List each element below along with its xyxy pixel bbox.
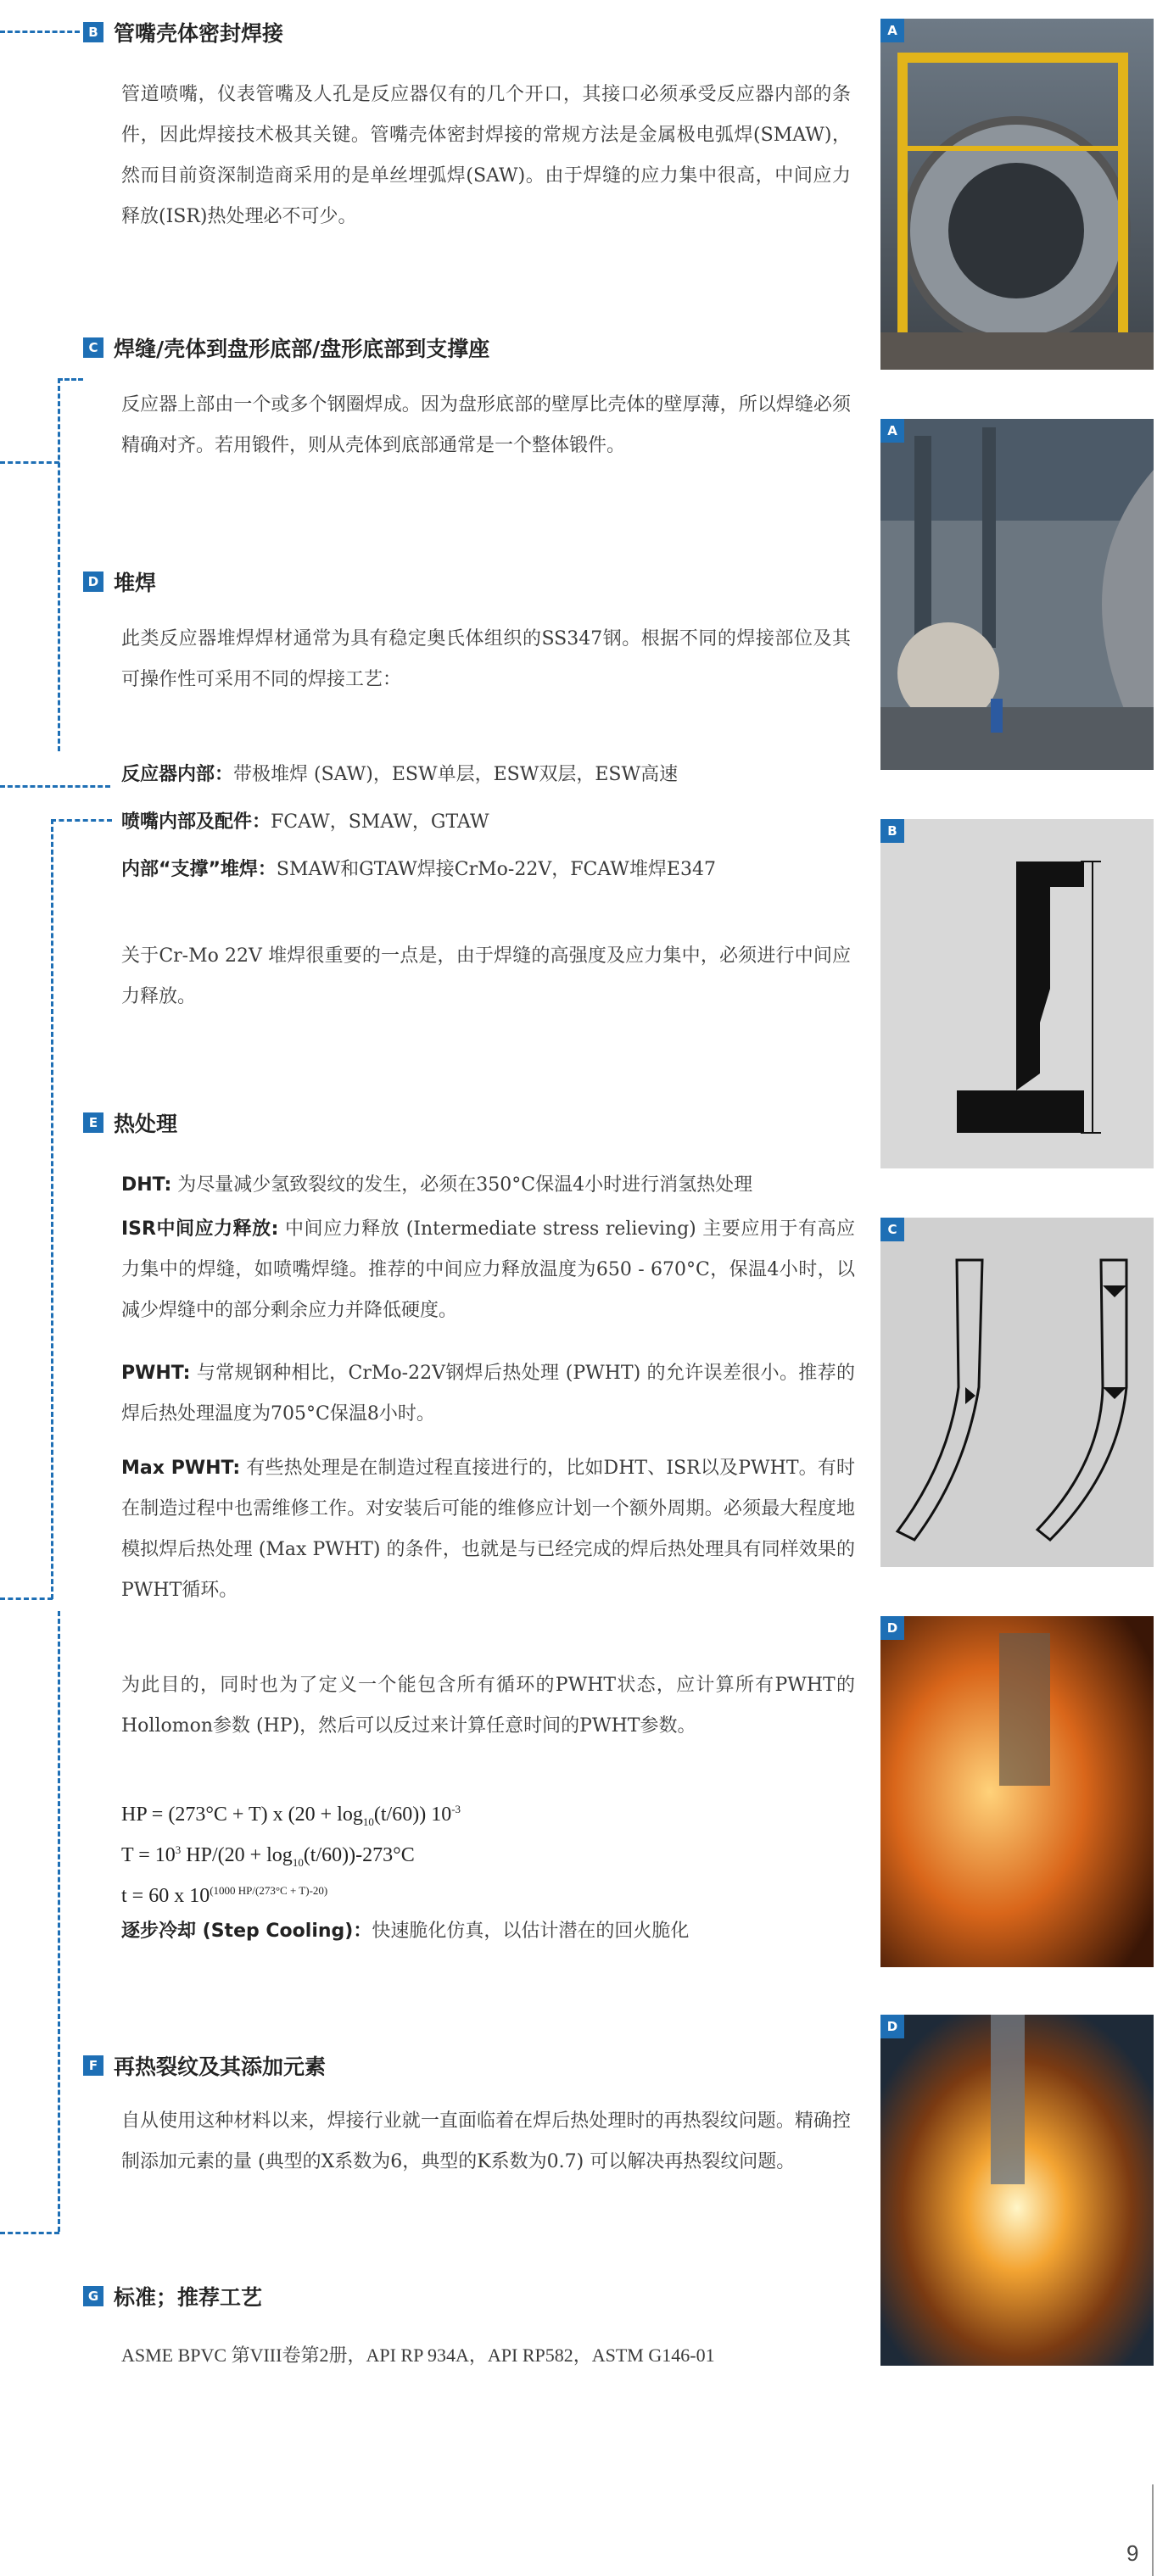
- connector-d-out: [0, 785, 110, 788]
- section-g-header: [83, 2281, 262, 2311]
- connector-c-out: [0, 461, 59, 464]
- section-g-badge: G: [83, 2286, 103, 2306]
- dht-text: 为尽量减少氢致裂纹的发生，必须在350°C保温4小时进行消氢热处理: [177, 1174, 753, 1196]
- page-number: 9: [1126, 2540, 1139, 2566]
- photo-tag: D: [880, 1616, 904, 1640]
- dht-label: DHT:: [121, 1174, 172, 1196]
- section-d-badge: D: [83, 572, 103, 592]
- gantry-welding-photo: [880, 19, 1154, 370]
- section-d-body: 此类反应器堆焊焊材通常为具有稳定奥氏体组织的SS347钢。根据不同的焊接部位及其可操作性可采用不同的焊接工艺：: [121, 628, 851, 690]
- connector-e-v: [51, 819, 53, 1599]
- photo-tag: B: [880, 819, 904, 843]
- reactor-shell-photo: [880, 419, 1154, 770]
- section-e-header: [83, 1107, 177, 1138]
- section-f-body: 自从使用这种材料以来，焊接行业就一直面临着在焊后热处理时的再热裂纹问题。精确控制添加元素的量 (典型的X系数为6，典型的K系数为0.7) 可以解决再热裂纹问题。: [121, 2110, 851, 2172]
- section-d-title: 堆焊: [114, 571, 157, 595]
- connector-f-out: [0, 2232, 59, 2234]
- cladding-item-label: 内部“支撑”堆焊：: [121, 859, 277, 880]
- section-e-badge: E: [83, 1112, 103, 1133]
- dht-paragraph: [121, 1165, 855, 1206]
- formula-t: $T = 10^3$ $HP/(20 + \log_{10}(t/60))-273^\circ C$: [121, 1843, 415, 1869]
- section-b-body: 管道喷嘴，仪表管嘴及人孔是反应器仅有的几个开口，其接口必须承受反应器内部的条件，因此焊接技术极其关键。管嘴壳体密封焊接的常规方法是金属极电弧焊(SMAW)，然而目前资深制造商采用的是单丝埋弧焊(SAW)。由于焊缝的应力集中很高，中间应力释放(ISR)热处理必不可少。: [121, 84, 851, 227]
- isr-paragraph: [121, 1209, 855, 1331]
- cladding-item-label: 喷嘴内部及配件：: [121, 811, 271, 833]
- section-c-title: 焊缝/壳体到盘形底部/盘形底部到支撑座: [114, 337, 490, 361]
- step-cooling-label: 逐步冷却 (Step Cooling)：: [121, 1921, 372, 1942]
- connector-e-h: [51, 819, 112, 822]
- max-pwht-label: Max PWHT:: [121, 1458, 241, 1479]
- photo-tag: D: [880, 2015, 904, 2038]
- connector-b-h: [0, 31, 80, 33]
- cladding-item-text: FCAW，SMAW，GTAW: [271, 811, 489, 833]
- section-e-title: 热处理: [114, 1112, 178, 1136]
- connector-f-v: [58, 1611, 60, 2232]
- section-f-badge: F: [83, 2055, 103, 2076]
- photo-tag: A: [880, 19, 904, 42]
- connector-e-out: [0, 1597, 53, 1600]
- section-b-title: 管嘴壳体密封焊接: [114, 21, 284, 46]
- section-c-badge: C: [83, 337, 103, 358]
- step-cooling-text: 快速脆化仿真，以估计潜在的回火脆化: [372, 1921, 690, 1942]
- page-edge-line: [1152, 2484, 1154, 2576]
- step-cooling: [121, 1913, 689, 1950]
- pwht-label: PWHT:: [121, 1363, 191, 1384]
- cladding-item: [121, 751, 851, 799]
- max-pwht-text: 有些热处理是在制造过程直接进行的，比如DHT、ISR以及PWHT。有时在制造过程中也需维修工作。对安装后可能的维修应计划一个额外周期。必须最大程度地模拟焊后热处理 (Max PWHT) 的条件，也就是与已经完成的焊后热处理具有同样效果的PWHT循环。: [121, 1458, 855, 1601]
- photo-tag: C: [880, 1218, 904, 1241]
- connector-c-h: [58, 378, 83, 381]
- shell-head-weld-diagram: [880, 1218, 1154, 1567]
- cladding-item: [121, 799, 851, 846]
- section-b-badge: B: [83, 22, 103, 42]
- section-f-header: [83, 2050, 326, 2081]
- section-c-header: [83, 332, 489, 363]
- formula-hp: HP = (273°C + T) x $(20 + \log_{10}(t/60))$ $10^{-3}$: [121, 1803, 461, 1828]
- section-d-note: 关于Cr-Mo 22V 堆焊很重要的一点是，由于焊缝的高强度及应力集中，必须进行中间应力释放。: [121, 945, 851, 1007]
- pwht-text: 与常规钢种相比，CrMo-22V钢焊后热处理 (PWHT) 的允许误差很小。推荐的焊后热处理温度为705°C保温8小时。: [121, 1363, 855, 1425]
- section-b-header: [83, 17, 283, 47]
- formula-time: t = 60 x $10^{(1000 HP/(273^\circ C + T)-20)}$: [121, 1884, 328, 1907]
- isr-label: ISR中间应力释放:: [121, 1218, 279, 1240]
- max-pwht-paragraph: [121, 1448, 855, 1611]
- cladding-item: [121, 846, 851, 894]
- pwht-paragraph: [121, 1353, 855, 1435]
- cladding-item-label: 反应器内部：: [121, 764, 234, 785]
- section-d-header: [83, 566, 156, 597]
- section-g-body: ASME BPVC 第VIII卷第2册，API RP 934A，API RP582，ASTM G146-01: [121, 2345, 715, 2366]
- isr-text: 中间应力释放 (Intermediate stress relieving) 主要应用于有高应力集中的焊缝，如喷嘴焊缝。推荐的中间应力释放温度为650 - 670°C，保温4小时，以减少焊缝中的部分剩余应力并降低硬度。: [121, 1218, 855, 1321]
- section-g-title: 标准；推荐工艺: [114, 2285, 263, 2310]
- strip-cladding-photo: [880, 1616, 1154, 1967]
- cladding-item-text: 带极堆焊 (SAW)，ESW单层，ESW双层，ESW高速: [233, 764, 679, 785]
- welding-sparks-photo: [880, 2015, 1154, 2366]
- section-f-title: 再热裂纹及其添加元素: [114, 2055, 327, 2079]
- nozzle-section-diagram: [880, 819, 1154, 1168]
- connector-c-v: [58, 378, 60, 751]
- cladding-item-text: SMAW和GTAW焊接CrMo-22V，FCAW堆焊E347: [276, 859, 716, 880]
- hollomon-note: 为此目的，同时也为了定义一个能包含所有循环的PWHT状态，应计算所有PWHT的Hollomon参数 (HP)，然后可以反过来计算任意时间的PWHT参数。: [121, 1675, 855, 1737]
- section-c-body: 反应器上部由一个或多个钢圈焊成。因为盘形底部的壁厚比壳体的壁厚薄，所以焊缝必须精确对齐。若用锻件，则从壳体到底部通常是一个整体锻件。: [121, 394, 851, 456]
- photo-tag: A: [880, 419, 904, 443]
